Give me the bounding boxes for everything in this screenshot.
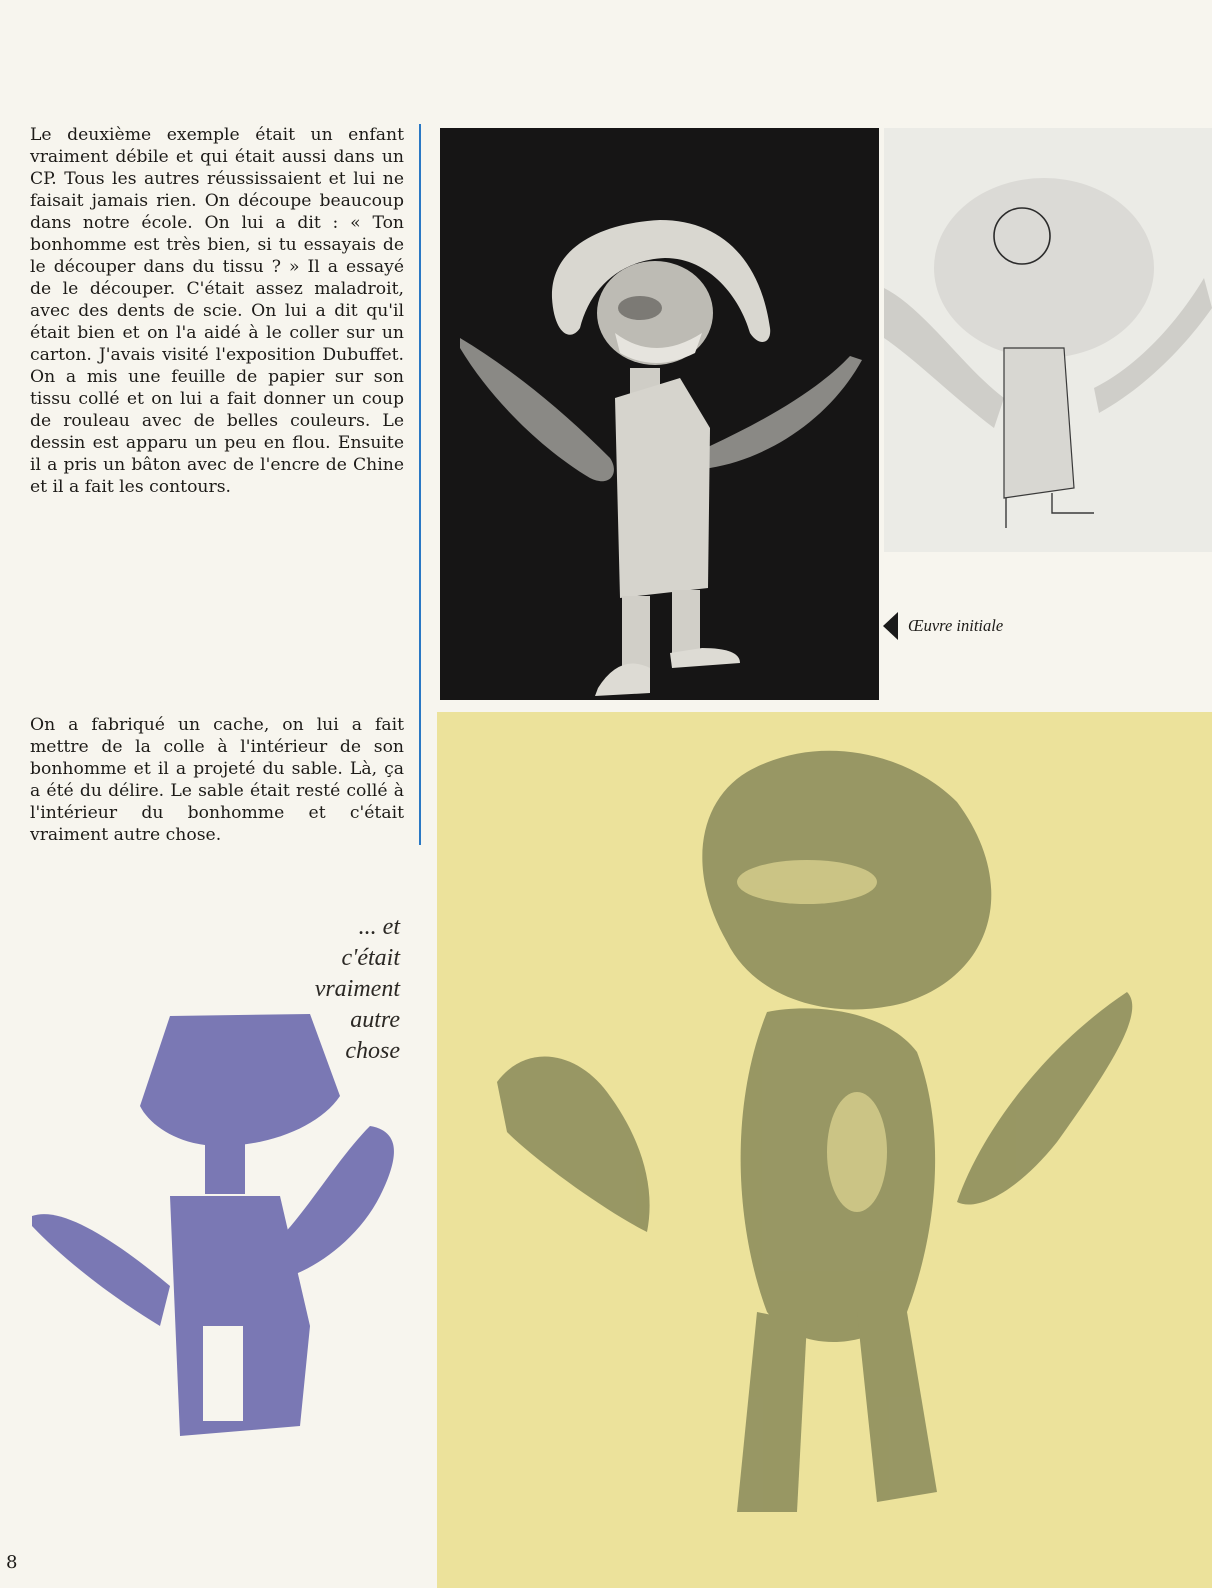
sand-figure-illustration: [437, 712, 1212, 1588]
left-triangle-icon: [883, 612, 898, 640]
grey-print-photo: [884, 128, 1212, 552]
fabric-figure-illustration: [440, 128, 879, 700]
pull-quote-line-1: ... et: [358, 914, 400, 940]
blue-figure-print: [20, 1006, 420, 1466]
pull-quote-line-5: chose: [345, 1038, 400, 1064]
pull-quote-line-3: vraiment: [314, 976, 400, 1002]
fabric-figure-photo: [440, 128, 879, 700]
pull-quote-line-2: c'était: [341, 945, 400, 971]
article-paragraph-2: On a fabriqué un cache, on lui a fait mettre de la colle à l'intérieur de son bonhomme et il a projeté du sable. Là, ça a été du délire. Le sable était resté collé à l'intérieur du bonhomme et c'était vraiment autre chose.: [30, 715, 404, 845]
pull-quote-line-4: autre: [350, 1007, 400, 1033]
caption-text: Œuvre initiale: [908, 616, 1004, 635]
blue-figure-illustration: [20, 1006, 420, 1466]
vertical-blue-rule: [419, 124, 421, 845]
article-paragraph-1: Le deuxième exemple était un enfant vraiment débile et qui était aussi dans un CP. Tous les autres réussissaient et lui ne faisait jamais rien. On découpe beaucoup dans notre école. On lui a dit : « Ton bonhomme est très bien, si tu essayais de le découper dans du tissu ? » Il a essayé de le découper. C'était assez maladroit, avec des dents de scie. On lui a dit qu'il était bien et on l'a aidé à le coller sur un carton. J'avais visité l'exposition Dubuffet. On a mis une feuille de papier sur son tissu collé et on lui a fait donner un coup de rouleau avec de belles couleurs. Le dessin est apparu un peu en flou. Ensuite il a pris un bâton avec de l'encre de Chine et il a fait les contours.: [30, 125, 404, 497]
sand-figure-photo: [437, 712, 1212, 1588]
page-number: 8: [6, 1552, 18, 1573]
photo-caption: [883, 612, 1003, 640]
grey-print-illustration: [884, 128, 1212, 552]
